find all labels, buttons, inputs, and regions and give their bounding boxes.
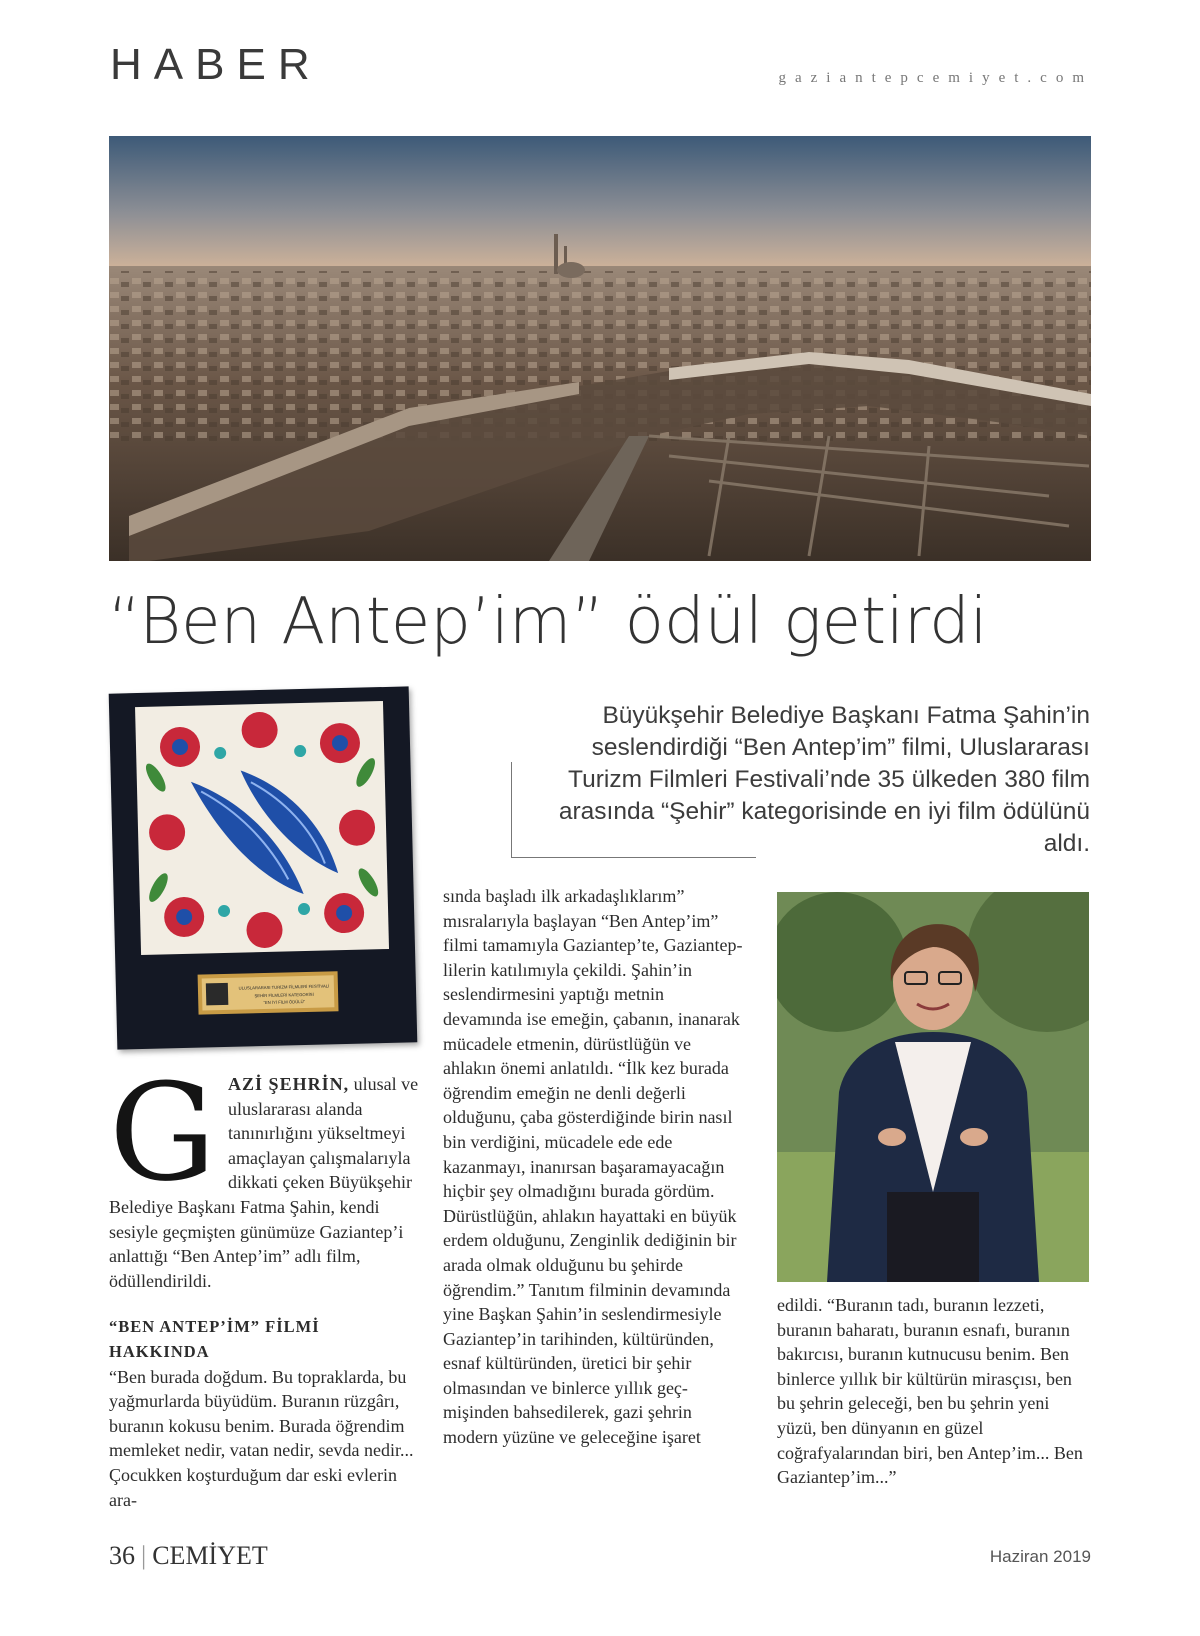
body-column-3: edildi. “Buranın tadı, buranın lezzeti, buranın baharatı, buranın esnafı, buranın bakırcısı, buranın kutnucusu benim. Ben binlerce yıllık bir kültürün mirasçısı, ben bu şehrin geleceği, ben bu şehrin yeni yüzü, ben dünyanın en güzel coğrafyalarından biri, ben Antep’im... Ben Gaziantep’im...” [777, 1295, 1083, 1488]
article-title: “Ben Antep’im” ödül getirdi [108, 585, 988, 659]
dropcap: G [109, 1055, 217, 1211]
body-column-2: sında başladı ilk arkadaşlıklarım” mısralarıyla başlayan “Ben Antep’im” filmi tamamıyla Gaziantep’te, Gazianteplilerin katılımıyla çekildi. Şahin’in seslendirmesini yaptığı metnin devamında ise emeğin, çabanın, inanarak mücadele etmenin, dürüstlüğün ve ahlakın önemi anlatıldı. “İlk kez burada öğrendim emeğin ne denli değerli olduğunu, çaba gösterdiğinde birin nasıl bin verdiğini, mücadele ede ede kazanmayı, inanırsan başaramayacağın hiçbir şey olmadığını burada gördüm. Dürüstlüğün, ahlakın hayattaki en büyük erdem olduğunu, Zenginlik dediğinin bir arada olmak olduğunu bu şehirde öğrendim.” Tanıtım filminin devamında yine Başkan Şahin’in seslendirmesiyle Gaziantep’in tarihinden, kültüründen, esnaf kültüründen, üretici bir şehir olmasından ve binlerce yıllık geçmişinden bahsedilerek, gazi şehrin modern yüzüne ve geleceğine işaret [443, 886, 743, 1448]
hero-city-photo [109, 136, 1091, 561]
award-tile-photo [109, 686, 418, 1049]
footer-folio [109, 1541, 268, 1571]
article-lead: Büyükşehir Belediye Başkanı Fatma Şahin’in seslendirdiği “Ben Antep’im” filmi, Uluslararası Turizm Filmleri Festivali’nde 35 ülkeden 380 film arasında “Şehir” kategorisinde en iyi film ödülünü aldı. [558, 702, 1090, 857]
issue-date: Haziran 2019 [989, 1547, 1091, 1566]
portrait-photo [777, 892, 1089, 1282]
intro-lead-in: AZİ ŞEHRİN, [228, 1074, 350, 1094]
magazine-name: CEMİYET [152, 1541, 268, 1570]
body-column-1 [109, 1055, 419, 1512]
subheading: “BEN ANTEP’İM” FİLMİ HAKKINDA [109, 1317, 320, 1361]
plaque-line-2: ŞEHİR FİLMLERİ KATEGORİSİ [254, 991, 314, 999]
plaque-line-3: “EN İYİ FİLM ÖDÜLÜ” [263, 999, 306, 1006]
column-1-text: “Ben burada doğdum. Bu topraklarda, bu yağmurlarda büyüdüm. Buranın rüzgârı, buranın kokusu benim. Burada öğrendim memleket nedir, vatan nedir, sevda nedir... Çocukken koşturduğum dar eski evlerin ara- [109, 1366, 414, 1510]
plaque-line-1: ULUSLARARASI TURİZM FİLMLERİ FESTİVALİ [238, 983, 330, 991]
section-label: HABER [110, 40, 322, 89]
footer-separator: | [141, 1541, 147, 1570]
intro-text: ulusal ve uluslararası alanda tanınırlığını yükseltmeyi amaçlayan çalışmalarıyla dikkati çeken Büyükşehir Belediye Başkanı Fatma Şahin, kendi sesiyle geçmişten günümüze Gaziantep’i anlattığı “Ben Antep’im” adlı film, ödüllendirildi. [109, 1074, 419, 1291]
site-url: gaziantepcemiyet.com [778, 70, 1093, 86]
page-number: 36 [109, 1541, 135, 1570]
